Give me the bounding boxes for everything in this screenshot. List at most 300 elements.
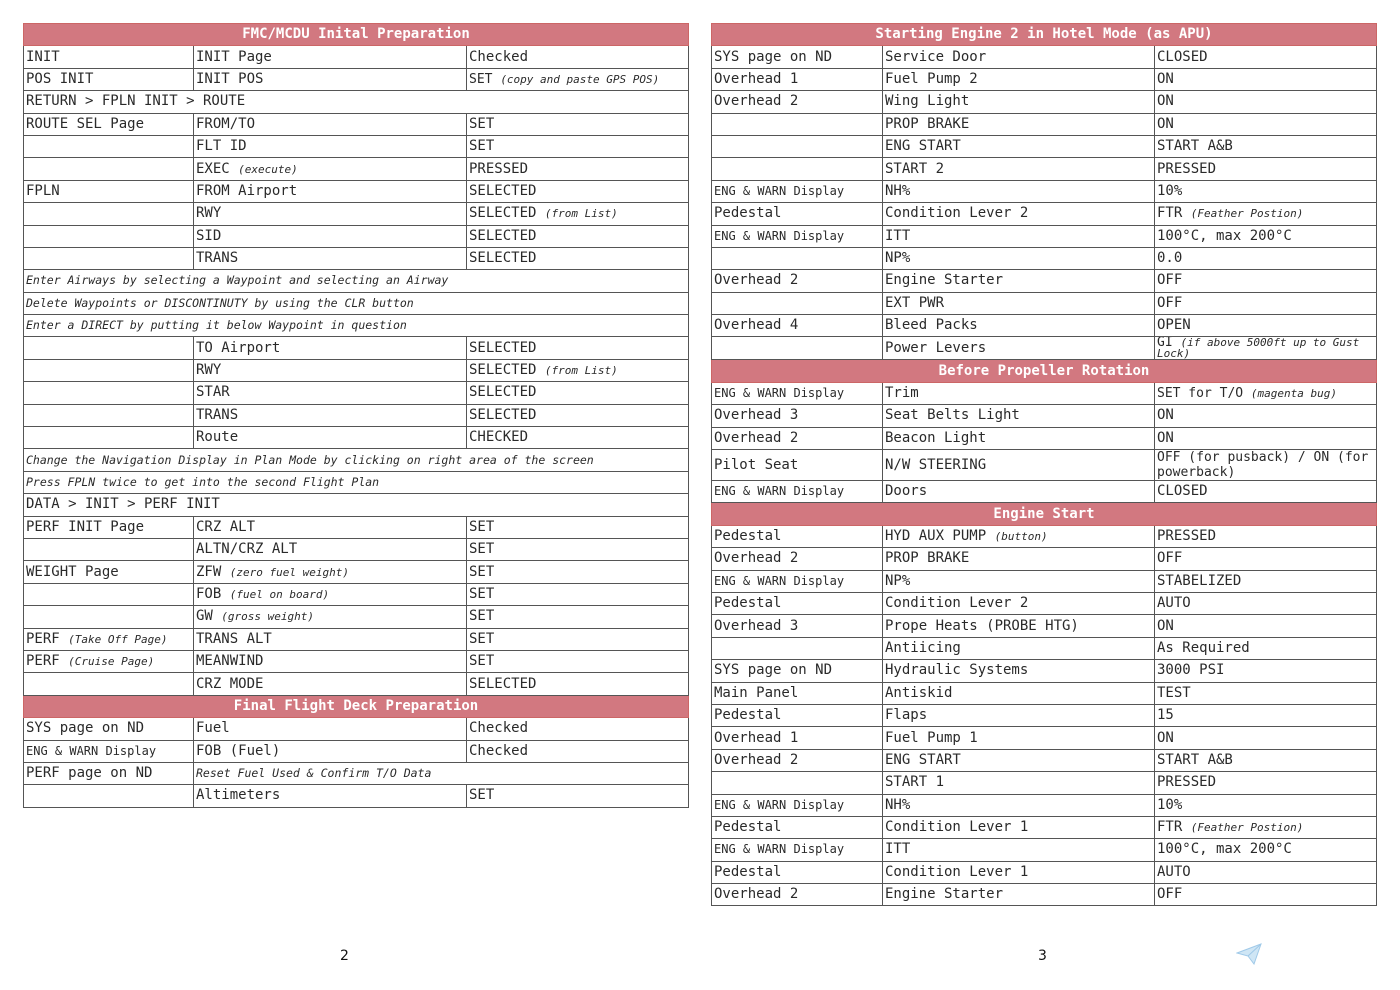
action-text: ON bbox=[1157, 93, 1174, 110]
section-title: FMC/MCDU Inital Preparation bbox=[24, 24, 689, 46]
location-text: Overhead 2 bbox=[714, 429, 799, 446]
location-cell bbox=[712, 91, 883, 113]
action-text: FTR bbox=[1157, 819, 1183, 836]
table-row bbox=[24, 673, 689, 695]
table-row bbox=[24, 135, 689, 157]
location-cell bbox=[24, 158, 194, 180]
table-row bbox=[712, 481, 1377, 503]
action-cell bbox=[467, 158, 689, 180]
location-note: (Cruise Page) bbox=[68, 655, 155, 669]
table-row bbox=[24, 538, 689, 560]
right-checklist-table bbox=[711, 23, 1377, 906]
location-cell bbox=[24, 382, 194, 404]
location-text: Pilot Seat bbox=[714, 456, 799, 473]
section-header-row bbox=[712, 360, 1377, 382]
item-text: ITT bbox=[885, 227, 911, 244]
table-row bbox=[24, 180, 689, 202]
location-text: Overhead 4 bbox=[714, 317, 799, 334]
action-note: (copy and paste GPS POS) bbox=[500, 72, 660, 86]
action-cell bbox=[467, 135, 689, 157]
action-note: (Feather Postion) bbox=[1190, 207, 1304, 221]
action-cell bbox=[1155, 592, 1377, 614]
note-cell: Enter Airways by selecting a Waypoint and selecting an Airway bbox=[24, 270, 689, 292]
page-number-right: 3 bbox=[1038, 948, 1047, 964]
item-text: Service Door bbox=[885, 48, 987, 65]
item-cell bbox=[194, 740, 467, 762]
location-text: Overhead 2 bbox=[714, 886, 799, 903]
table-row bbox=[712, 203, 1377, 225]
item-cell bbox=[194, 68, 467, 90]
location-cell bbox=[712, 481, 883, 503]
location-text: Overhead 2 bbox=[714, 550, 799, 567]
item-cell bbox=[883, 548, 1155, 570]
item-cell bbox=[883, 660, 1155, 682]
action-text: SELECTED bbox=[469, 339, 537, 356]
location-cell bbox=[712, 427, 883, 449]
item-text: Fuel Pump 1 bbox=[885, 729, 978, 746]
item-cell bbox=[883, 225, 1155, 247]
location-cell bbox=[24, 628, 194, 650]
item-text: Fuel bbox=[196, 720, 230, 737]
action-cell bbox=[1155, 481, 1377, 503]
action-cell bbox=[467, 46, 689, 68]
action-text: Checked bbox=[469, 720, 529, 737]
location-cell bbox=[24, 68, 194, 90]
note-cell: Delete Waypoints or DISCONTINUTY by using the CLR button bbox=[24, 292, 689, 314]
table-row bbox=[24, 785, 689, 807]
item-note: (button) bbox=[994, 530, 1048, 543]
location-cell bbox=[712, 46, 883, 68]
action-text: SET bbox=[469, 138, 495, 155]
item-text: Fuel Pump 2 bbox=[885, 70, 978, 87]
item-cell bbox=[883, 525, 1155, 547]
table-row bbox=[712, 113, 1377, 135]
location-cell bbox=[712, 660, 883, 682]
location-text: PERF page on ND bbox=[26, 765, 153, 782]
paper-plane-icon bbox=[1236, 943, 1262, 965]
action-text: 0.0 bbox=[1157, 250, 1183, 267]
section-header-row bbox=[24, 695, 689, 717]
table-row bbox=[712, 158, 1377, 180]
location-cell bbox=[712, 839, 883, 861]
item-text: RWY bbox=[196, 205, 222, 222]
item-text: PROP BRAKE bbox=[885, 115, 970, 132]
action-cell bbox=[467, 516, 689, 538]
action-cell bbox=[1155, 68, 1377, 90]
location-text: ENG & WARN Display bbox=[26, 743, 157, 758]
action-text: ON bbox=[1157, 407, 1174, 424]
location-text: Pedestal bbox=[714, 819, 782, 836]
action-cell bbox=[1155, 615, 1377, 637]
item-text: Doors bbox=[885, 483, 928, 500]
action-cell bbox=[1155, 727, 1377, 749]
action-cell bbox=[1155, 427, 1377, 449]
table-row bbox=[712, 46, 1377, 68]
action-cell bbox=[467, 404, 689, 426]
location-cell bbox=[712, 382, 883, 404]
table-row bbox=[24, 203, 689, 225]
action-text: SET bbox=[469, 563, 495, 580]
table-row bbox=[712, 660, 1377, 682]
item-note: (execute) bbox=[238, 162, 298, 176]
item-cell bbox=[883, 682, 1155, 704]
item-text: SID bbox=[196, 227, 222, 244]
item-cell bbox=[883, 861, 1155, 883]
item-text: Antiskid bbox=[885, 684, 953, 701]
item-cell bbox=[194, 46, 467, 68]
item-text: NP% bbox=[885, 572, 911, 589]
location-cell bbox=[712, 772, 883, 794]
location-text: Overhead 2 bbox=[714, 93, 799, 110]
action-cell bbox=[1155, 794, 1377, 816]
action-cell bbox=[1155, 46, 1377, 68]
action-cell bbox=[1155, 270, 1377, 292]
action-text: SELECTED bbox=[469, 205, 537, 222]
action-cell bbox=[467, 538, 689, 560]
item-cell bbox=[883, 749, 1155, 771]
item-text: TRANS ALT bbox=[196, 630, 272, 647]
action-note: (Feather Postion) bbox=[1190, 821, 1304, 835]
location-cell bbox=[24, 247, 194, 269]
table-row bbox=[712, 427, 1377, 449]
action-text: SET bbox=[469, 115, 495, 132]
table-row bbox=[712, 91, 1377, 113]
note-cell: Enter a DIRECT by putting it below Waypoint in question bbox=[24, 315, 689, 337]
table-row bbox=[712, 615, 1377, 637]
table-row bbox=[24, 270, 689, 292]
action-text: START A&B bbox=[1157, 751, 1233, 768]
action-cell bbox=[1155, 382, 1377, 404]
table-row bbox=[712, 292, 1377, 314]
table-row bbox=[24, 68, 689, 90]
item-cell bbox=[883, 135, 1155, 157]
action-cell bbox=[467, 180, 689, 202]
location-cell bbox=[712, 247, 883, 269]
table-row bbox=[24, 225, 689, 247]
location-text: Pedestal bbox=[714, 595, 782, 612]
location-cell bbox=[24, 359, 194, 381]
action-text: ON bbox=[1157, 115, 1174, 132]
action-cell bbox=[467, 203, 689, 225]
table-row bbox=[712, 570, 1377, 592]
action-cell bbox=[467, 740, 689, 762]
location-text: ENG & WARN Display bbox=[714, 484, 845, 499]
action-text: 10% bbox=[1157, 182, 1183, 199]
item-text: Beacon Light bbox=[885, 429, 987, 446]
location-text: PERF bbox=[26, 630, 60, 647]
location-cell bbox=[24, 337, 194, 359]
item-cell bbox=[883, 91, 1155, 113]
item-text: Prope Heats (PROBE HTG) bbox=[885, 617, 1079, 634]
location-text: Overhead 3 bbox=[714, 617, 799, 634]
location-cell bbox=[712, 615, 883, 637]
item-text: NP% bbox=[885, 250, 911, 267]
location-text: Overhead 2 bbox=[714, 751, 799, 768]
item-text: GW bbox=[196, 608, 213, 625]
action-text: FTR bbox=[1157, 205, 1183, 222]
table-row bbox=[24, 404, 689, 426]
location-cell bbox=[712, 203, 883, 225]
action-cell bbox=[1155, 180, 1377, 202]
action-text: SELECTED bbox=[469, 406, 537, 423]
action-note: (if above 5000ft up to Gust Lock) bbox=[1157, 336, 1360, 360]
item-cell bbox=[883, 247, 1155, 269]
item-text: INIT Page bbox=[196, 48, 272, 65]
location-cell bbox=[712, 337, 883, 360]
item-cell bbox=[883, 727, 1155, 749]
action-text: 100°C, max 200°C bbox=[1157, 841, 1292, 858]
location-text: SYS page on ND bbox=[714, 662, 833, 679]
table-row bbox=[24, 740, 689, 762]
action-cell bbox=[1155, 292, 1377, 314]
note-cell: Change the Navigation Display in Plan Mode by clicking on right area of the screen bbox=[24, 449, 689, 471]
table-row bbox=[24, 382, 689, 404]
table-row bbox=[24, 650, 689, 672]
action-cell bbox=[467, 427, 689, 449]
action-text: As Required bbox=[1157, 639, 1250, 656]
item-text: Engine Starter bbox=[885, 886, 1004, 903]
location-text: Pedestal bbox=[714, 863, 782, 880]
table-row bbox=[24, 561, 689, 583]
location-cell bbox=[24, 673, 194, 695]
action-cell bbox=[467, 247, 689, 269]
location-cell bbox=[24, 516, 194, 538]
table-row bbox=[712, 816, 1377, 838]
table-row bbox=[24, 359, 689, 381]
table-row bbox=[24, 494, 689, 516]
location-cell bbox=[24, 225, 194, 247]
action-cell bbox=[1155, 884, 1377, 906]
table-row bbox=[24, 583, 689, 605]
action-cell bbox=[467, 583, 689, 605]
item-text: START 2 bbox=[885, 160, 945, 177]
item-text: STAR bbox=[196, 384, 230, 401]
item-cell bbox=[194, 561, 467, 583]
table-row bbox=[24, 337, 689, 359]
action-text: SET bbox=[469, 541, 495, 558]
action-text: PRESSED bbox=[1157, 160, 1217, 177]
action-text: SET bbox=[469, 71, 493, 87]
location-note: (Take Off Page) bbox=[68, 632, 168, 646]
table-row bbox=[712, 180, 1377, 202]
item-text: INIT POS bbox=[196, 70, 264, 87]
action-cell bbox=[1155, 570, 1377, 592]
item-cell bbox=[194, 247, 467, 269]
location-text: Overhead 2 bbox=[714, 272, 799, 289]
action-text: SELECTED bbox=[469, 182, 537, 199]
item-text: Condition Lever 1 bbox=[885, 819, 1029, 836]
section-header-row bbox=[712, 503, 1377, 525]
item-cell bbox=[883, 772, 1155, 794]
section-header-row bbox=[24, 24, 689, 46]
item-cell bbox=[883, 180, 1155, 202]
item-cell bbox=[883, 592, 1155, 614]
action-text: START A&B bbox=[1157, 138, 1233, 155]
table-row bbox=[712, 592, 1377, 614]
action-cell bbox=[1155, 158, 1377, 180]
action-cell bbox=[1155, 135, 1377, 157]
table-row bbox=[24, 762, 689, 784]
action-text: 3000 PSI bbox=[1157, 662, 1225, 679]
action-text: 15 bbox=[1157, 707, 1174, 724]
location-text: PERF INIT Page bbox=[26, 518, 145, 535]
item-text: PROP BRAKE bbox=[885, 550, 970, 567]
item-cell bbox=[194, 203, 467, 225]
location-text: ENG & WARN Display bbox=[714, 228, 845, 243]
location-cell bbox=[712, 180, 883, 202]
item-cell bbox=[194, 382, 467, 404]
action-text: AUTO bbox=[1157, 863, 1191, 880]
action-text: PRESSED bbox=[469, 160, 529, 177]
action-cell bbox=[467, 382, 689, 404]
item-cell bbox=[883, 270, 1155, 292]
item-text: Antiicing bbox=[885, 639, 961, 656]
location-cell bbox=[24, 740, 194, 762]
action-cell bbox=[467, 606, 689, 628]
item-note: (fuel on board) bbox=[229, 587, 330, 601]
table-row bbox=[24, 718, 689, 740]
table-row bbox=[24, 628, 689, 650]
location-text: ENG & WARN Display bbox=[714, 183, 845, 198]
table-row bbox=[24, 292, 689, 314]
location-cell bbox=[712, 405, 883, 427]
location-cell bbox=[24, 113, 194, 135]
location-cell bbox=[712, 548, 883, 570]
action-cell bbox=[467, 561, 689, 583]
action-text: OFF bbox=[1157, 294, 1183, 311]
location-cell bbox=[712, 450, 883, 481]
action-cell bbox=[1155, 450, 1377, 481]
action-cell bbox=[1155, 203, 1377, 225]
table-row bbox=[712, 794, 1377, 816]
item-text: Condition Lever 1 bbox=[885, 863, 1029, 880]
location-cell bbox=[712, 637, 883, 659]
item-text: NH% bbox=[885, 796, 911, 813]
location-cell bbox=[712, 682, 883, 704]
location-text: Pedestal bbox=[714, 707, 782, 724]
item-cell bbox=[883, 450, 1155, 481]
item-text: FROM Airport bbox=[196, 182, 298, 199]
table-row bbox=[24, 427, 689, 449]
location-cell bbox=[24, 785, 194, 807]
item-text: ITT bbox=[885, 841, 911, 858]
location-cell bbox=[712, 704, 883, 726]
action-text: ON bbox=[1157, 617, 1174, 634]
item-text: TRANS bbox=[196, 406, 239, 423]
item-text: FOB bbox=[196, 585, 222, 602]
table-row bbox=[712, 68, 1377, 90]
action-text: OFF bbox=[1157, 272, 1183, 289]
table-row bbox=[712, 450, 1377, 481]
table-row bbox=[712, 704, 1377, 726]
item-cell bbox=[883, 68, 1155, 90]
action-cell bbox=[467, 113, 689, 135]
menu-path-cell: DATA > INIT > PERF INIT bbox=[24, 494, 689, 516]
location-cell bbox=[712, 884, 883, 906]
location-cell bbox=[712, 292, 883, 314]
item-cell bbox=[194, 359, 467, 381]
item-cell bbox=[883, 113, 1155, 135]
location-text: PERF bbox=[26, 653, 60, 670]
left-checklist-table bbox=[23, 23, 689, 808]
location-cell bbox=[24, 180, 194, 202]
action-text: AUTO bbox=[1157, 595, 1191, 612]
item-text: N/W STEERING bbox=[885, 456, 987, 473]
table-row bbox=[24, 158, 689, 180]
item-text: FROM/TO bbox=[196, 115, 256, 132]
location-cell bbox=[712, 158, 883, 180]
action-text: OPEN bbox=[1157, 317, 1191, 334]
item-text: EXT PWR bbox=[885, 294, 945, 311]
item-note: (gross weight) bbox=[221, 610, 315, 624]
location-text: Pedestal bbox=[714, 528, 782, 544]
location-cell bbox=[24, 135, 194, 157]
location-text: Pedestal bbox=[714, 205, 782, 222]
location-cell bbox=[712, 749, 883, 771]
item-text: HYD AUX PUMP bbox=[885, 528, 987, 544]
location-cell bbox=[24, 718, 194, 740]
location-cell bbox=[712, 816, 883, 838]
item-text: Flaps bbox=[885, 707, 928, 724]
item-text: Seat Belts Light bbox=[885, 407, 1020, 424]
item-text: ZFW bbox=[196, 563, 222, 580]
section-header-row bbox=[712, 24, 1377, 46]
location-text: Main Panel bbox=[714, 684, 799, 701]
action-note: (from List) bbox=[544, 207, 618, 221]
item-cell bbox=[883, 292, 1155, 314]
action-cell bbox=[467, 650, 689, 672]
action-text: SELECTED bbox=[469, 362, 537, 379]
item-cell bbox=[883, 382, 1155, 404]
action-text: SET bbox=[469, 608, 495, 625]
item-text: EXEC bbox=[196, 160, 230, 177]
item-cell bbox=[194, 337, 467, 359]
action-cell bbox=[467, 68, 689, 90]
action-cell bbox=[1155, 405, 1377, 427]
item-cell bbox=[194, 180, 467, 202]
menu-path-cell: RETURN > FPLN INIT > ROUTE bbox=[24, 91, 689, 113]
item-text: FLT ID bbox=[196, 138, 247, 155]
location-cell bbox=[24, 538, 194, 560]
item-text: Trim bbox=[885, 385, 919, 402]
action-cell bbox=[1155, 682, 1377, 704]
action-text: STABELIZED bbox=[1157, 572, 1242, 589]
table-row bbox=[712, 839, 1377, 861]
table-row bbox=[712, 884, 1377, 906]
location-text: ENG & WARN Display bbox=[714, 797, 845, 812]
table-row bbox=[712, 861, 1377, 883]
action-text: SELECTED bbox=[469, 227, 537, 244]
action-text: 10% bbox=[1157, 796, 1183, 813]
table-row bbox=[712, 382, 1377, 404]
action-text: TEST bbox=[1157, 684, 1191, 701]
item-cell bbox=[194, 404, 467, 426]
item-cell bbox=[194, 113, 467, 135]
section-title: Engine Start bbox=[712, 503, 1377, 525]
table-row bbox=[712, 637, 1377, 659]
location-text: ENG & WARN Display bbox=[714, 573, 845, 588]
note-cell: Press FPLN twice to get into the second Flight Plan bbox=[24, 471, 689, 493]
item-cell bbox=[194, 718, 467, 740]
location-cell bbox=[24, 427, 194, 449]
table-row bbox=[712, 135, 1377, 157]
item-cell bbox=[194, 225, 467, 247]
action-text: CLOSED bbox=[1157, 48, 1208, 65]
location-text: SYS page on ND bbox=[714, 48, 833, 65]
action-text: SET bbox=[469, 653, 495, 670]
location-cell bbox=[24, 583, 194, 605]
action-text: Checked bbox=[469, 742, 529, 759]
